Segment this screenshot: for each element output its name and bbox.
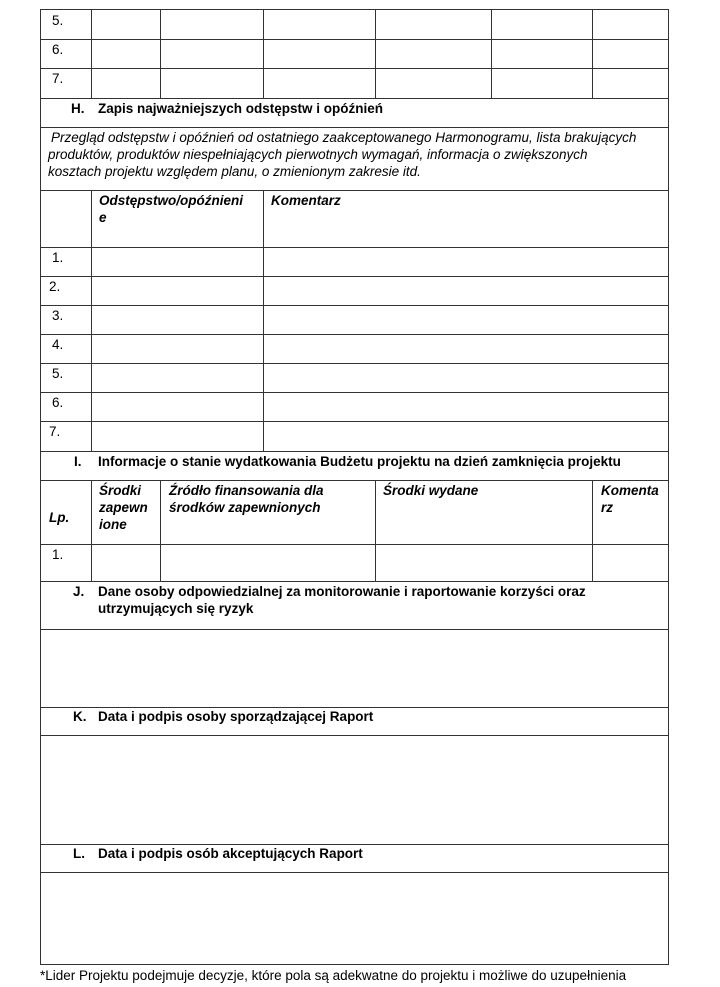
row-line [41, 190, 668, 191]
section-h-letter: H. [71, 101, 85, 116]
section-k-letter: K. [73, 709, 87, 724]
row-line [41, 334, 668, 335]
section-h-description-line: Przegląd odstępstw i opóźnień od ostatniego zaakceptowanego Harmonogramu, lista brakujących [51, 130, 637, 145]
section-i-letter: I. [74, 454, 82, 469]
spent-funds-header: Środki wydane [383, 483, 479, 498]
section-i-divider [592, 480, 593, 581]
section-h-row-number: 4. [52, 337, 64, 352]
section-h-row-number: 2. [49, 279, 61, 294]
top-table-divider [263, 10, 264, 98]
footnote: *Lider Projektu podejmuje decyzje, które pola są adekwatne do projektu i możliwe do uzupełnienia [40, 968, 627, 983]
section-h-description-line: kosztach projektu względem planu, o zmienionym zakresie itd. [48, 164, 421, 179]
top-table-divider [375, 10, 376, 98]
row-line [41, 127, 668, 128]
top-row-number: 7. [52, 71, 64, 86]
row-line [41, 247, 668, 248]
row-line [41, 363, 668, 364]
secured-funds-header: Środki [99, 483, 142, 498]
top-table-divider [160, 10, 161, 98]
section-h-row-number: 7. [49, 424, 61, 439]
row-line [41, 276, 668, 277]
section-j-title: utrzymujących się ryzyk [98, 601, 254, 616]
row-line [41, 392, 668, 393]
row-line [41, 39, 668, 40]
comment-header: rz [601, 500, 614, 515]
row-line [41, 581, 668, 582]
row-line [41, 735, 668, 736]
section-i-divider [91, 480, 92, 581]
section-l-title: Data i podpis osób akceptujących Raport [98, 846, 363, 861]
deviation-header: Odstępstwo/opóźnieni [99, 193, 243, 208]
section-h-divider [263, 190, 264, 451]
section-j-letter: J. [73, 584, 85, 599]
comment-header: Komentarz [271, 193, 341, 208]
secured-funds-header: ione [99, 517, 127, 532]
section-h-title: Zapis najważniejszych odstępstw i opóźnień [98, 101, 384, 116]
lp-header: Lp. [49, 510, 70, 525]
deviation-header: e [99, 210, 107, 225]
section-h-row-number: 1. [52, 250, 64, 265]
top-table-divider [91, 10, 92, 98]
row-line [41, 707, 668, 708]
funding-source-header: Źródło finansowania dla [169, 483, 324, 498]
comment-header: Komenta [601, 483, 659, 498]
row-line [41, 629, 668, 630]
top-table-divider [491, 10, 492, 98]
section-h-description-line: produktów, produktów niespełniających pierwotnych wymagań, informacja o zwiększonych [48, 147, 588, 162]
funding-source-header: środków zapewnionych [169, 500, 321, 515]
section-h-row-number: 6. [52, 395, 64, 410]
row-line [41, 98, 668, 99]
section-i-title: Informacje o stanie wydatkowania Budżetu projektu na dzień zamknięcia projektu [98, 454, 621, 469]
top-table-divider [592, 10, 593, 98]
section-h-row-number: 3. [52, 308, 64, 323]
section-i-row-number: 1. [52, 547, 64, 562]
row-line [41, 480, 668, 481]
section-h-row-number: 5. [52, 366, 64, 381]
section-j-title: Dane osoby odpowiedzialnej za monitorowanie i raportowanie korzyści oraz [98, 584, 586, 599]
section-i-divider [160, 480, 161, 581]
section-h-divider [91, 190, 92, 451]
row-line [41, 844, 668, 845]
row-line [41, 451, 668, 452]
section-i-divider [375, 480, 376, 581]
section-k-title: Data i podpis osoby sporządzającej Raport [98, 709, 374, 724]
row-line [41, 421, 668, 422]
top-row-number: 6. [52, 42, 64, 57]
row-line [41, 305, 668, 306]
top-row-number: 5. [52, 13, 64, 28]
secured-funds-header: zapewn [99, 500, 148, 515]
row-line [41, 68, 668, 69]
row-line [41, 872, 668, 873]
report-form [40, 9, 669, 965]
section-l-letter: L. [73, 846, 85, 861]
row-line [41, 544, 668, 545]
